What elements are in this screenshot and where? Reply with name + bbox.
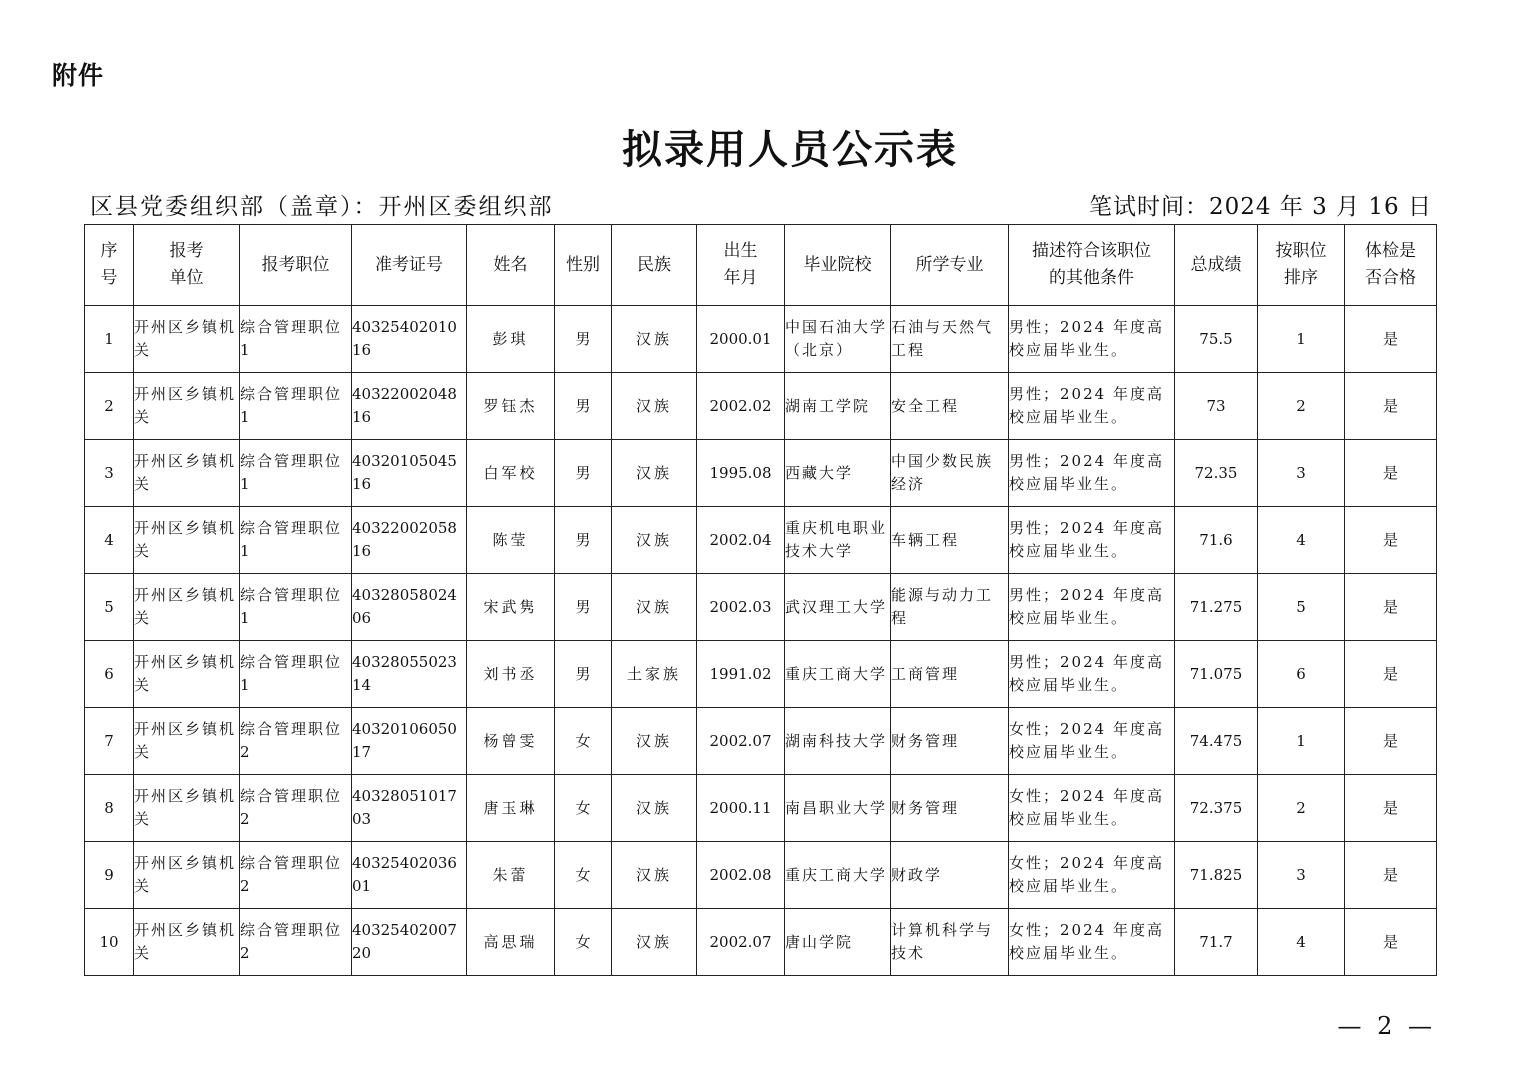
school-cell: 湖南工学院 [785,373,891,440]
ticket-no-cell: 4032805802406 [352,574,467,641]
ticket-no-cell: 4032200204816 [352,373,467,440]
rank-cell: 2 [1258,775,1345,842]
organization-line: 区县党委组织部（盖章）：开州区委组织部 [90,194,554,220]
score-cell: 72.35 [1175,440,1258,507]
index-cell: 7 [85,708,134,775]
birth-cell: 1991.02 [697,641,785,708]
medical-cell: 是 [1345,373,1437,440]
unit-cell: 开州区乡镇机关 [134,373,240,440]
birth-cell: 2002.07 [697,909,785,976]
conditions-cell: 男性；2024 年度高校应届毕业生。 [1009,641,1175,708]
medical-cell: 是 [1345,574,1437,641]
birth-cell: 2002.03 [697,574,785,641]
ethnicity-cell: 汉族 [612,775,697,842]
index-cell: 9 [85,842,134,909]
school-cell: 武汉理工大学 [785,574,891,641]
ethnicity-cell: 汉族 [612,306,697,373]
ticket-no-cell: 4032540201016 [352,306,467,373]
position-cell: 综合管理职位 2 [240,842,352,909]
rank-cell: 3 [1258,440,1345,507]
unit-cell: 开州区乡镇机关 [134,775,240,842]
medical-cell: 是 [1345,842,1437,909]
header-col-ethnicity: 民族 [612,225,697,306]
medical-cell: 是 [1345,708,1437,775]
unit-cell: 开州区乡镇机关 [134,507,240,574]
gender-cell: 女 [555,842,612,909]
name-cell: 陈莹 [467,507,555,574]
header-col-gender: 性别 [555,225,612,306]
name-cell: 高思瑞 [467,909,555,976]
conditions-cell: 女性；2024 年度高校应届毕业生。 [1009,909,1175,976]
position-cell: 综合管理职位 2 [240,909,352,976]
table-row [85,842,1437,909]
major-cell: 中国少数民族经济 [891,440,1009,507]
table-row [85,708,1437,775]
name-cell: 唐玉琳 [467,775,555,842]
conditions-cell: 女性；2024 年度高校应届毕业生。 [1009,775,1175,842]
medical-cell: 是 [1345,641,1437,708]
header-col-position: 报考职位 [240,225,352,306]
header-col-medical: 体检是 否合格 [1345,225,1437,306]
header-col-major: 所学专业 [891,225,1009,306]
name-cell: 白军校 [467,440,555,507]
rank-cell: 6 [1258,641,1345,708]
name-cell: 彭琪 [467,306,555,373]
ethnicity-cell: 土家族 [612,641,697,708]
score-cell: 71.075 [1175,641,1258,708]
attachment-label: 附件 [52,61,105,90]
score-cell: 75.5 [1175,306,1258,373]
position-cell: 综合管理职位 1 [240,306,352,373]
index-cell: 4 [85,507,134,574]
conditions-cell: 女性；2024 年度高校应届毕业生。 [1009,842,1175,909]
header-col-rank: 按职位 排序 [1258,225,1345,306]
conditions-cell: 女性；2024 年度高校应届毕业生。 [1009,708,1175,775]
ethnicity-cell: 汉族 [612,708,697,775]
gender-cell: 男 [555,507,612,574]
position-cell: 综合管理职位 2 [240,775,352,842]
page-number: — 2 — [1337,1012,1436,1040]
name-cell: 罗钰杰 [467,373,555,440]
header-col-school: 毕业院校 [785,225,891,306]
name-cell: 杨曾雯 [467,708,555,775]
birth-cell: 2002.08 [697,842,785,909]
gender-cell: 男 [555,373,612,440]
index-cell: 2 [85,373,134,440]
school-cell: 西藏大学 [785,440,891,507]
header-col-conditions: 描述符合该职位 的其他条件 [1009,225,1175,306]
gender-cell: 女 [555,909,612,976]
table-body [85,306,1437,976]
score-cell: 71.825 [1175,842,1258,909]
major-cell: 车辆工程 [891,507,1009,574]
major-cell: 安全工程 [891,373,1009,440]
rank-cell: 4 [1258,909,1345,976]
ethnicity-cell: 汉族 [612,842,697,909]
table-header-row [85,225,1437,306]
school-cell: 重庆工商大学 [785,641,891,708]
ticket-no-cell: 4032805101703 [352,775,467,842]
exam-date-line: 笔试时间：2024 年 3 月 16 日 [1089,194,1432,220]
candidate-table [84,224,1437,976]
index-cell: 5 [85,574,134,641]
score-cell: 72.375 [1175,775,1258,842]
position-cell: 综合管理职位 1 [240,574,352,641]
score-cell: 74.475 [1175,708,1258,775]
table-row [85,507,1437,574]
unit-cell: 开州区乡镇机关 [134,842,240,909]
score-cell: 71.6 [1175,507,1258,574]
medical-cell: 是 [1345,440,1437,507]
major-cell: 能源与动力工程 [891,574,1009,641]
rank-cell: 2 [1258,373,1345,440]
gender-cell: 女 [555,708,612,775]
unit-cell: 开州区乡镇机关 [134,306,240,373]
table-row [85,641,1437,708]
school-cell: 唐山学院 [785,909,891,976]
header-col-unit: 报考 单位 [134,225,240,306]
medical-cell: 是 [1345,775,1437,842]
header-col-birth: 出生 年月 [697,225,785,306]
name-cell: 刘书丞 [467,641,555,708]
ticket-no-cell: 4032540200720 [352,909,467,976]
position-cell: 综合管理职位 1 [240,440,352,507]
name-cell: 朱蕾 [467,842,555,909]
ethnicity-cell: 汉族 [612,574,697,641]
birth-cell: 2002.04 [697,507,785,574]
medical-cell: 是 [1345,909,1437,976]
school-cell: 重庆机电职业技术大学 [785,507,891,574]
table-row [85,574,1437,641]
school-cell: 湖南科技大学 [785,708,891,775]
ethnicity-cell: 汉族 [612,507,697,574]
table-row [85,373,1437,440]
rank-cell: 3 [1258,842,1345,909]
ethnicity-cell: 汉族 [612,909,697,976]
major-cell: 计算机科学与技术 [891,909,1009,976]
header-col-name: 姓名 [467,225,555,306]
ticket-no-cell: 4032540203601 [352,842,467,909]
rank-cell: 1 [1258,708,1345,775]
header-col-score: 总成绩 [1175,225,1258,306]
school-cell: 中国石油大学（北京） [785,306,891,373]
major-cell: 财政学 [891,842,1009,909]
birth-cell: 2000.01 [697,306,785,373]
score-cell: 71.7 [1175,909,1258,976]
position-cell: 综合管理职位 1 [240,507,352,574]
header-col-ticket-no: 准考证号 [352,225,467,306]
ticket-no-cell: 4032010504516 [352,440,467,507]
index-cell: 10 [85,909,134,976]
rank-cell: 4 [1258,507,1345,574]
table-row [85,440,1437,507]
gender-cell: 男 [555,574,612,641]
unit-cell: 开州区乡镇机关 [134,708,240,775]
conditions-cell: 男性；2024 年度高校应届毕业生。 [1009,574,1175,641]
major-cell: 财务管理 [891,708,1009,775]
position-cell: 综合管理职位 1 [240,641,352,708]
gender-cell: 男 [555,306,612,373]
header-col-index: 序 号 [85,225,134,306]
major-cell: 石油与天然气工程 [891,306,1009,373]
ethnicity-cell: 汉族 [612,373,697,440]
index-cell: 6 [85,641,134,708]
index-cell: 1 [85,306,134,373]
table-row [85,775,1437,842]
unit-cell: 开州区乡镇机关 [134,909,240,976]
score-cell: 71.275 [1175,574,1258,641]
unit-cell: 开州区乡镇机关 [134,440,240,507]
birth-cell: 1995.08 [697,440,785,507]
gender-cell: 女 [555,775,612,842]
position-cell: 综合管理职位 2 [240,708,352,775]
unit-cell: 开州区乡镇机关 [134,574,240,641]
table-row [85,909,1437,976]
gender-cell: 男 [555,641,612,708]
conditions-cell: 男性；2024 年度高校应届毕业生。 [1009,507,1175,574]
unit-cell: 开州区乡镇机关 [134,641,240,708]
gender-cell: 男 [555,440,612,507]
rank-cell: 5 [1258,574,1345,641]
score-cell: 73 [1175,373,1258,440]
ticket-no-cell: 4032010605017 [352,708,467,775]
name-cell: 宋武隽 [467,574,555,641]
major-cell: 财务管理 [891,775,1009,842]
rank-cell: 1 [1258,306,1345,373]
ticket-no-cell: 4032200205816 [352,507,467,574]
ticket-no-cell: 4032805502314 [352,641,467,708]
major-cell: 工商管理 [891,641,1009,708]
birth-cell: 2000.11 [697,775,785,842]
school-cell: 南昌职业大学 [785,775,891,842]
birth-cell: 2002.02 [697,373,785,440]
page-title: 拟录用人员公示表 [622,126,958,173]
index-cell: 3 [85,440,134,507]
conditions-cell: 男性；2024 年度高校应届毕业生。 [1009,306,1175,373]
position-cell: 综合管理职位 1 [240,373,352,440]
ethnicity-cell: 汉族 [612,440,697,507]
medical-cell: 是 [1345,507,1437,574]
school-cell: 重庆工商大学 [785,842,891,909]
conditions-cell: 男性；2024 年度高校应届毕业生。 [1009,373,1175,440]
conditions-cell: 男性；2024 年度高校应届毕业生。 [1009,440,1175,507]
index-cell: 8 [85,775,134,842]
table-row [85,306,1437,373]
medical-cell: 是 [1345,306,1437,373]
birth-cell: 2002.07 [697,708,785,775]
